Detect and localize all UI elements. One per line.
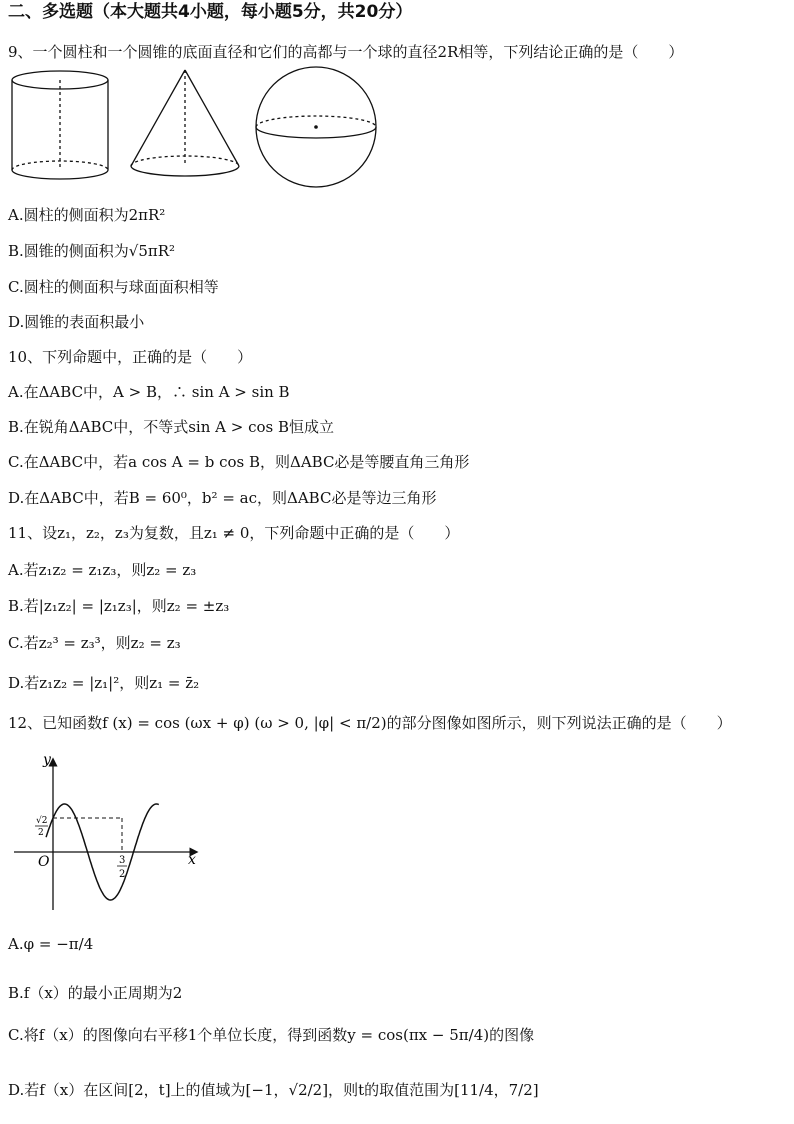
x-tick-numerator: 3 bbox=[119, 855, 126, 866]
question-11-option-d: D.若z₁z₂ = |z₁|²，则z₁ = z̄₂ bbox=[8, 674, 200, 692]
x-axis-label: x bbox=[188, 852, 196, 868]
cone-right-edge bbox=[185, 70, 239, 166]
question-10-option-d: D.在ΔABC中，若B = 60⁰，b² = ac，则ΔABC必是等边三角形 bbox=[8, 489, 437, 507]
sphere-center-dot bbox=[314, 125, 318, 129]
question-12-option-d: D.若f（x）在区间[2，t]上的值域为[−1，√2/2]，则t的取值范围为[11/4，7/2] bbox=[8, 1081, 539, 1099]
question-10-option-c: C.在ΔABC中，若a cos A = b cos B，则ΔABC必是等腰直角三角形 bbox=[8, 453, 470, 471]
question-12-option-a: A.φ = −π/4 bbox=[8, 935, 94, 953]
question-11-stem: 11、设z₁，z₂，z₃为复数，且z₁ ≠ 0，下列命题中正确的是（ ） bbox=[8, 524, 460, 542]
question-10-option-b: B.在锐角ΔABC中，不等式sin A > cos B恒成立 bbox=[8, 418, 335, 436]
question-12-option-c: C.将f（x）的图像向右平移1个单位长度，得到函数y = cos(πx − 5π/4)的图像 bbox=[8, 1026, 535, 1044]
question-10-option-a: A.在ΔABC中，A > B，∴ sin A > sin B bbox=[8, 383, 290, 401]
question-11-option-a: A.若z₁z₂ = z₁z₃，则z₂ = z₃ bbox=[8, 561, 197, 579]
question-10-stem: 10、下列命题中，正确的是（ ） bbox=[8, 348, 253, 366]
y-axis-label: y bbox=[43, 752, 51, 768]
y-tick-numerator: √2 bbox=[36, 816, 48, 826]
x-tick-denominator: 2 bbox=[119, 869, 126, 880]
cosine-graph bbox=[10, 752, 204, 914]
cylinder-bottom-front bbox=[12, 170, 108, 179]
question-11-option-b: B.若|z₁z₂| = |z₁z₃|，则z₂ = ±z₃ bbox=[8, 597, 230, 615]
question-12-option-b: B.f（x）的最小正周期为2 bbox=[8, 984, 183, 1002]
y-tick-denominator: 2 bbox=[38, 828, 44, 838]
solids-figure bbox=[4, 66, 384, 192]
question-11-option-c: C.若z₂³ = z₃³，则z₂ = z₃ bbox=[8, 634, 181, 652]
question-9-option-d: D.圆锥的表面积最小 bbox=[8, 313, 145, 331]
origin-label: O bbox=[38, 854, 50, 870]
question-9-option-c: C.圆柱的侧面积与球面面积相等 bbox=[8, 278, 219, 296]
cone-base-front bbox=[131, 166, 239, 176]
section-heading: 二、多选题（本大题共4小题，每小题5分，共20分） bbox=[8, 2, 413, 22]
question-9-option-b: B.圆锥的侧面积为√5πR² bbox=[8, 242, 176, 260]
question-9-stem: 9、一个圆柱和一个圆锥的底面直径和它们的高都与一个球的直径2R相等，下列结论正确的是（ ） bbox=[8, 43, 684, 61]
cone-left-edge bbox=[131, 70, 185, 166]
question-9-option-a: A.圆柱的侧面积为2πR² bbox=[8, 206, 166, 224]
question-12-stem: 12、已知函数f (x) = cos (ωx + φ) (ω > 0, |φ| < π/2)的部分图像如图所示，则下列说法正确的是（ ） bbox=[8, 714, 732, 732]
